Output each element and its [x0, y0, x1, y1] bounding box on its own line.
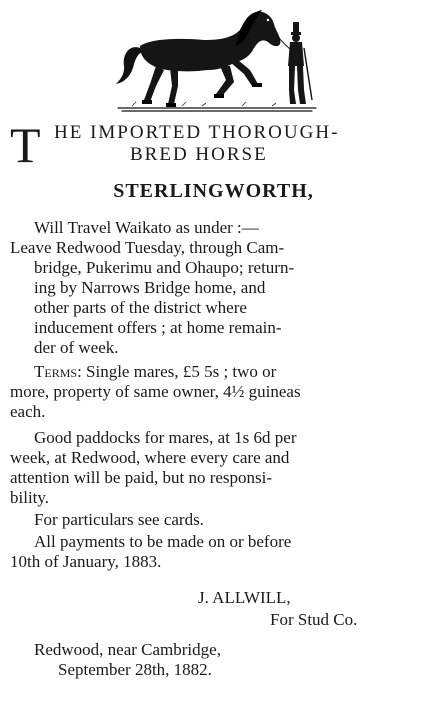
- terms-line: [34, 362, 276, 382]
- body-line: more, property of same owner, 4½ guineas: [10, 382, 301, 401]
- body-line: Good paddocks for mares, at 1s 6d per: [34, 428, 297, 447]
- body-line: bility.: [10, 488, 50, 507]
- body-line: bridge, Pukerimu and Ohaupo; return-: [34, 258, 295, 277]
- location-place: Redwood, near Cambridge,: [34, 640, 221, 659]
- body-line: each.: [10, 402, 46, 421]
- horse-name: STERLINGWORTH,: [113, 180, 314, 202]
- body-line: attention will be paid, but no responsi-: [10, 468, 273, 487]
- body-line: Will Travel Waikato as under :—: [34, 218, 259, 237]
- body-line: inducement offers ; at home remain-: [34, 318, 282, 337]
- drop-cap-initial: T: [10, 117, 40, 173]
- horse-illustration: [112, 4, 322, 116]
- heading-line-2: BRED HORSE: [130, 144, 268, 165]
- location-date: September 28th, 1882.: [58, 660, 212, 679]
- body-line: week, at Redwood, where every care and: [10, 448, 290, 467]
- body-line: For particulars see cards.: [34, 510, 204, 529]
- body-line: 10th of January, 1883.: [10, 552, 162, 571]
- body-line: other parts of the district where: [34, 298, 247, 317]
- body-line: ing by Narrows Bridge home, and: [34, 278, 266, 297]
- body-line: All payments to be made on or before: [34, 532, 292, 551]
- advert-heading: [10, 117, 420, 173]
- heading-line-1: HE IMPORTED THOROUGH-: [54, 122, 340, 143]
- body-line: Leave Redwood Tuesday, through Cam-: [10, 238, 285, 257]
- terms-label: Terms: [34, 362, 78, 381]
- signature-name: J. ALLWILL,: [198, 588, 291, 607]
- signature-title: For Stud Co.: [270, 610, 358, 629]
- terms-text: : Single mares, £5 5s ; two or: [77, 362, 277, 381]
- body-line: der of week.: [34, 338, 119, 357]
